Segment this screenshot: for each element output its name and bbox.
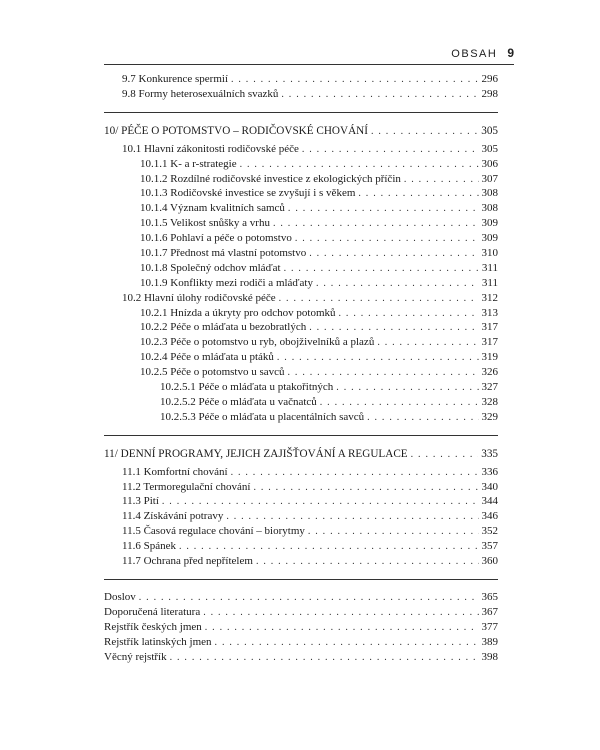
toc-entry[interactable] (104, 410, 498, 425)
toc-entry-label: 10.2.1 Hnízda a úkryty pro odchov potomků (140, 306, 336, 319)
dot-leader (256, 555, 479, 570)
toc-entry-page: 310 (481, 247, 498, 260)
toc-entry-page: 335 (481, 447, 498, 460)
toc-entry-label: 10.2.2 Péče o mláďata u bezobratlých (140, 321, 307, 334)
dot-leader (162, 495, 479, 510)
toc-entry-page: 328 (481, 395, 498, 408)
toc-entry-label: 10/ PÉČE O POTOMSTVO – RODIČOVSKÉ CHOVÁNÍ (104, 124, 368, 137)
toc-entry-label: Rejstřík českých jmen (104, 620, 202, 633)
toc-entry-label: 11.7 Ochrana před nepřítelem (122, 555, 253, 568)
toc-entry-page: 313 (481, 306, 498, 319)
toc-entry-label: 10.2.5.2 Péče o mláďata u vačnatců (160, 395, 317, 408)
toc-entry-label: 11.4 Získávání potravy (122, 510, 224, 523)
toc-entry-page: 308 (481, 187, 498, 200)
toc-entry-label: 11.6 Spánek (122, 540, 176, 553)
dot-leader (302, 143, 479, 158)
dot-leader (320, 396, 479, 411)
toc-entry[interactable] (104, 291, 498, 306)
toc-entry[interactable] (104, 172, 498, 187)
toc-entry-label: Věcný rejstřík (104, 650, 167, 663)
toc-entry[interactable] (104, 276, 498, 291)
toc-entry-page: 336 (481, 465, 498, 478)
toc-entry-page: 352 (481, 525, 498, 538)
toc-entry-page: 357 (481, 540, 498, 553)
dot-leader (273, 217, 479, 232)
dot-leader (295, 232, 479, 247)
toc-entry[interactable] (104, 320, 498, 335)
toc-entry-page: 309 (481, 217, 498, 230)
toc-entry-label: 10.1.1 K- a r-strategie (140, 157, 237, 170)
toc-entry[interactable] (104, 635, 498, 650)
toc-entry-page: 311 (481, 261, 498, 274)
toc-entry-label: 11.1 Komfortní chování (122, 465, 228, 478)
toc-section (104, 113, 498, 436)
toc-entry[interactable] (104, 186, 498, 201)
toc-entry-page: 309 (481, 232, 498, 245)
toc-entry-page: 329 (481, 410, 498, 423)
toc-entry-label: 10.2 Hlavní úlohy rodičovské péče (122, 291, 276, 304)
toc-entry[interactable] (104, 554, 498, 569)
toc-entry[interactable] (104, 142, 498, 157)
dot-leader (309, 247, 478, 262)
dot-leader (336, 381, 478, 396)
dot-leader (170, 651, 479, 666)
toc-entry[interactable] (104, 201, 498, 216)
dot-leader (358, 187, 478, 202)
dot-leader (179, 540, 479, 555)
toc-entry-label: 10.1.2 Rozdílné rodičovské investice z ekologických příčin (140, 172, 401, 185)
toc-entry-label: 11.3 Pití (122, 495, 159, 508)
dot-leader (253, 481, 478, 496)
toc-entry-page: 344 (481, 495, 498, 508)
dot-leader (339, 307, 479, 322)
toc-entry-page: 307 (481, 172, 498, 185)
toc-entry[interactable] (104, 365, 498, 380)
dot-leader (205, 621, 479, 636)
dot-leader (231, 466, 479, 481)
toc-entry-label: 10.2.5 Péče o potomstvo u savců (140, 366, 285, 379)
toc-entry-page: 317 (481, 336, 498, 349)
toc-entry-page: 367 (481, 605, 498, 618)
page-number: 9 (507, 46, 514, 60)
toc-entry-page: 346 (481, 510, 498, 523)
toc-entry-label: Doslov (104, 590, 136, 603)
toc-entry[interactable] (104, 494, 498, 509)
toc-entry-label: 10.2.5.3 Péče o mláďata u placentálních savců (160, 410, 365, 423)
dot-leader (284, 262, 479, 277)
toc-entry[interactable] (104, 157, 498, 172)
header-rule (104, 64, 514, 65)
toc-entry-label: 10.1.3 Rodičovské investice se zvyšují i s věkem (140, 187, 356, 200)
toc-entry[interactable] (104, 306, 498, 321)
dot-leader (371, 123, 478, 140)
toc-entry-page: 365 (481, 590, 498, 603)
toc-entry-page: 308 (481, 202, 498, 215)
toc-entry-page: 311 (481, 276, 498, 289)
dot-leader (309, 321, 478, 336)
toc-entry-page: 360 (481, 555, 498, 568)
dot-leader (377, 336, 478, 351)
toc-entry-page: 306 (481, 157, 498, 170)
toc-entry-label: Rejstřík latinských jmen (104, 635, 212, 648)
toc-entry-label: Doporučená literatura (104, 605, 201, 618)
toc-entry-page: 377 (481, 620, 498, 633)
toc-entry-page: 296 (481, 73, 498, 85)
dot-leader (279, 292, 479, 307)
toc-entry[interactable] (104, 539, 498, 554)
toc-entry-label: 10.1.9 Konflikty mezi rodiči a mláďaty (140, 276, 313, 289)
toc-entry[interactable] (104, 650, 498, 665)
toc-entry-page: 305 (481, 142, 498, 155)
toc-entry[interactable] (104, 87, 498, 102)
dot-leader (277, 351, 479, 366)
toc-entry-label: 9.7 Konkurence spermií (122, 73, 228, 85)
dot-leader (231, 73, 479, 88)
toc-entry[interactable] (104, 380, 498, 395)
toc-entry-label: 10.1.5 Velikost snůšky a vrhu (140, 217, 270, 230)
toc-entry-page: 312 (481, 291, 498, 304)
toc-entry[interactable] (104, 480, 498, 495)
toc-entry-page: 340 (481, 480, 498, 493)
toc-entry[interactable] (104, 261, 498, 276)
dot-leader (404, 173, 479, 188)
toc-entry-page: 389 (481, 635, 498, 648)
toc-chapter-entry[interactable] (104, 446, 498, 463)
toc-entry-page: 317 (481, 321, 498, 334)
toc-entry[interactable] (104, 216, 498, 231)
toc-entry[interactable] (104, 350, 498, 365)
toc-entry-page: 326 (481, 366, 498, 379)
running-header (451, 46, 514, 60)
toc-entry-label: 10.2.4 Péče o mláďata u ptáků (140, 351, 274, 364)
toc-entry-label: 9.8 Formy heterosexuálních svazků (122, 87, 279, 100)
dot-leader (411, 446, 479, 463)
dot-leader (281, 88, 478, 103)
toc-entry-page: 327 (481, 381, 498, 394)
running-header-title: OBSAH (451, 48, 498, 60)
toc-entry-label: 10.1.6 Pohlaví a péče o potomstvo (140, 232, 292, 245)
toc-section (104, 72, 498, 113)
toc-entry[interactable] (104, 231, 498, 246)
table-of-contents (104, 72, 498, 664)
toc-entry-label: 11.5 Časová regulace chování – biorytmy (122, 525, 305, 538)
toc-entry[interactable] (104, 335, 498, 350)
toc-entry[interactable] (104, 605, 498, 620)
dot-leader (288, 202, 479, 217)
toc-entry-label: 10.1.4 Význam kvalitních samců (140, 202, 285, 215)
toc-section (104, 580, 498, 664)
dot-leader (367, 411, 478, 426)
dot-leader (203, 606, 478, 621)
toc-entry-label: 10.1 Hlavní zákonitosti rodičovské péče (122, 142, 299, 155)
toc-chapter-entry[interactable] (104, 123, 498, 140)
toc-section (104, 436, 498, 580)
toc-entry-label: 10.1.7 Přednost má vlastní potomstvo (140, 247, 307, 260)
toc-entry[interactable] (104, 465, 498, 480)
toc-entry-page: 398 (481, 650, 498, 663)
dot-leader (139, 591, 479, 606)
toc-entry-label: 11.2 Termoregulační chování (122, 480, 251, 493)
dot-leader (308, 525, 479, 540)
toc-entry[interactable] (104, 524, 498, 539)
toc-entry[interactable] (104, 395, 498, 410)
toc-entry[interactable] (104, 620, 498, 635)
toc-entry-label: 10.2.5.1 Péče o mláďata u ptakořitných (160, 381, 334, 394)
toc-entry-label: 11/ DENNÍ PROGRAMY, JEJICH ZAJIŠŤOVÁNÍ A REGULACE (104, 447, 408, 460)
dot-leader (240, 158, 479, 173)
dot-leader (316, 277, 479, 292)
toc-entry-page: 298 (481, 87, 498, 100)
dot-leader (226, 510, 478, 525)
dot-leader (288, 366, 479, 381)
toc-entry[interactable] (104, 509, 498, 524)
toc-entry-page: 319 (481, 351, 498, 364)
toc-entry-label: 10.1.8 Společný odchov mláďat (140, 261, 281, 274)
toc-entry[interactable] (104, 590, 498, 605)
dot-leader (215, 636, 479, 651)
toc-entry-page: 305 (481, 124, 498, 137)
toc-entry-label: 10.2.3 Péče o potomstvo u ryb, obojživelníků a plazů (140, 336, 375, 349)
toc-entry[interactable] (104, 72, 498, 87)
toc-entry[interactable] (104, 246, 498, 261)
